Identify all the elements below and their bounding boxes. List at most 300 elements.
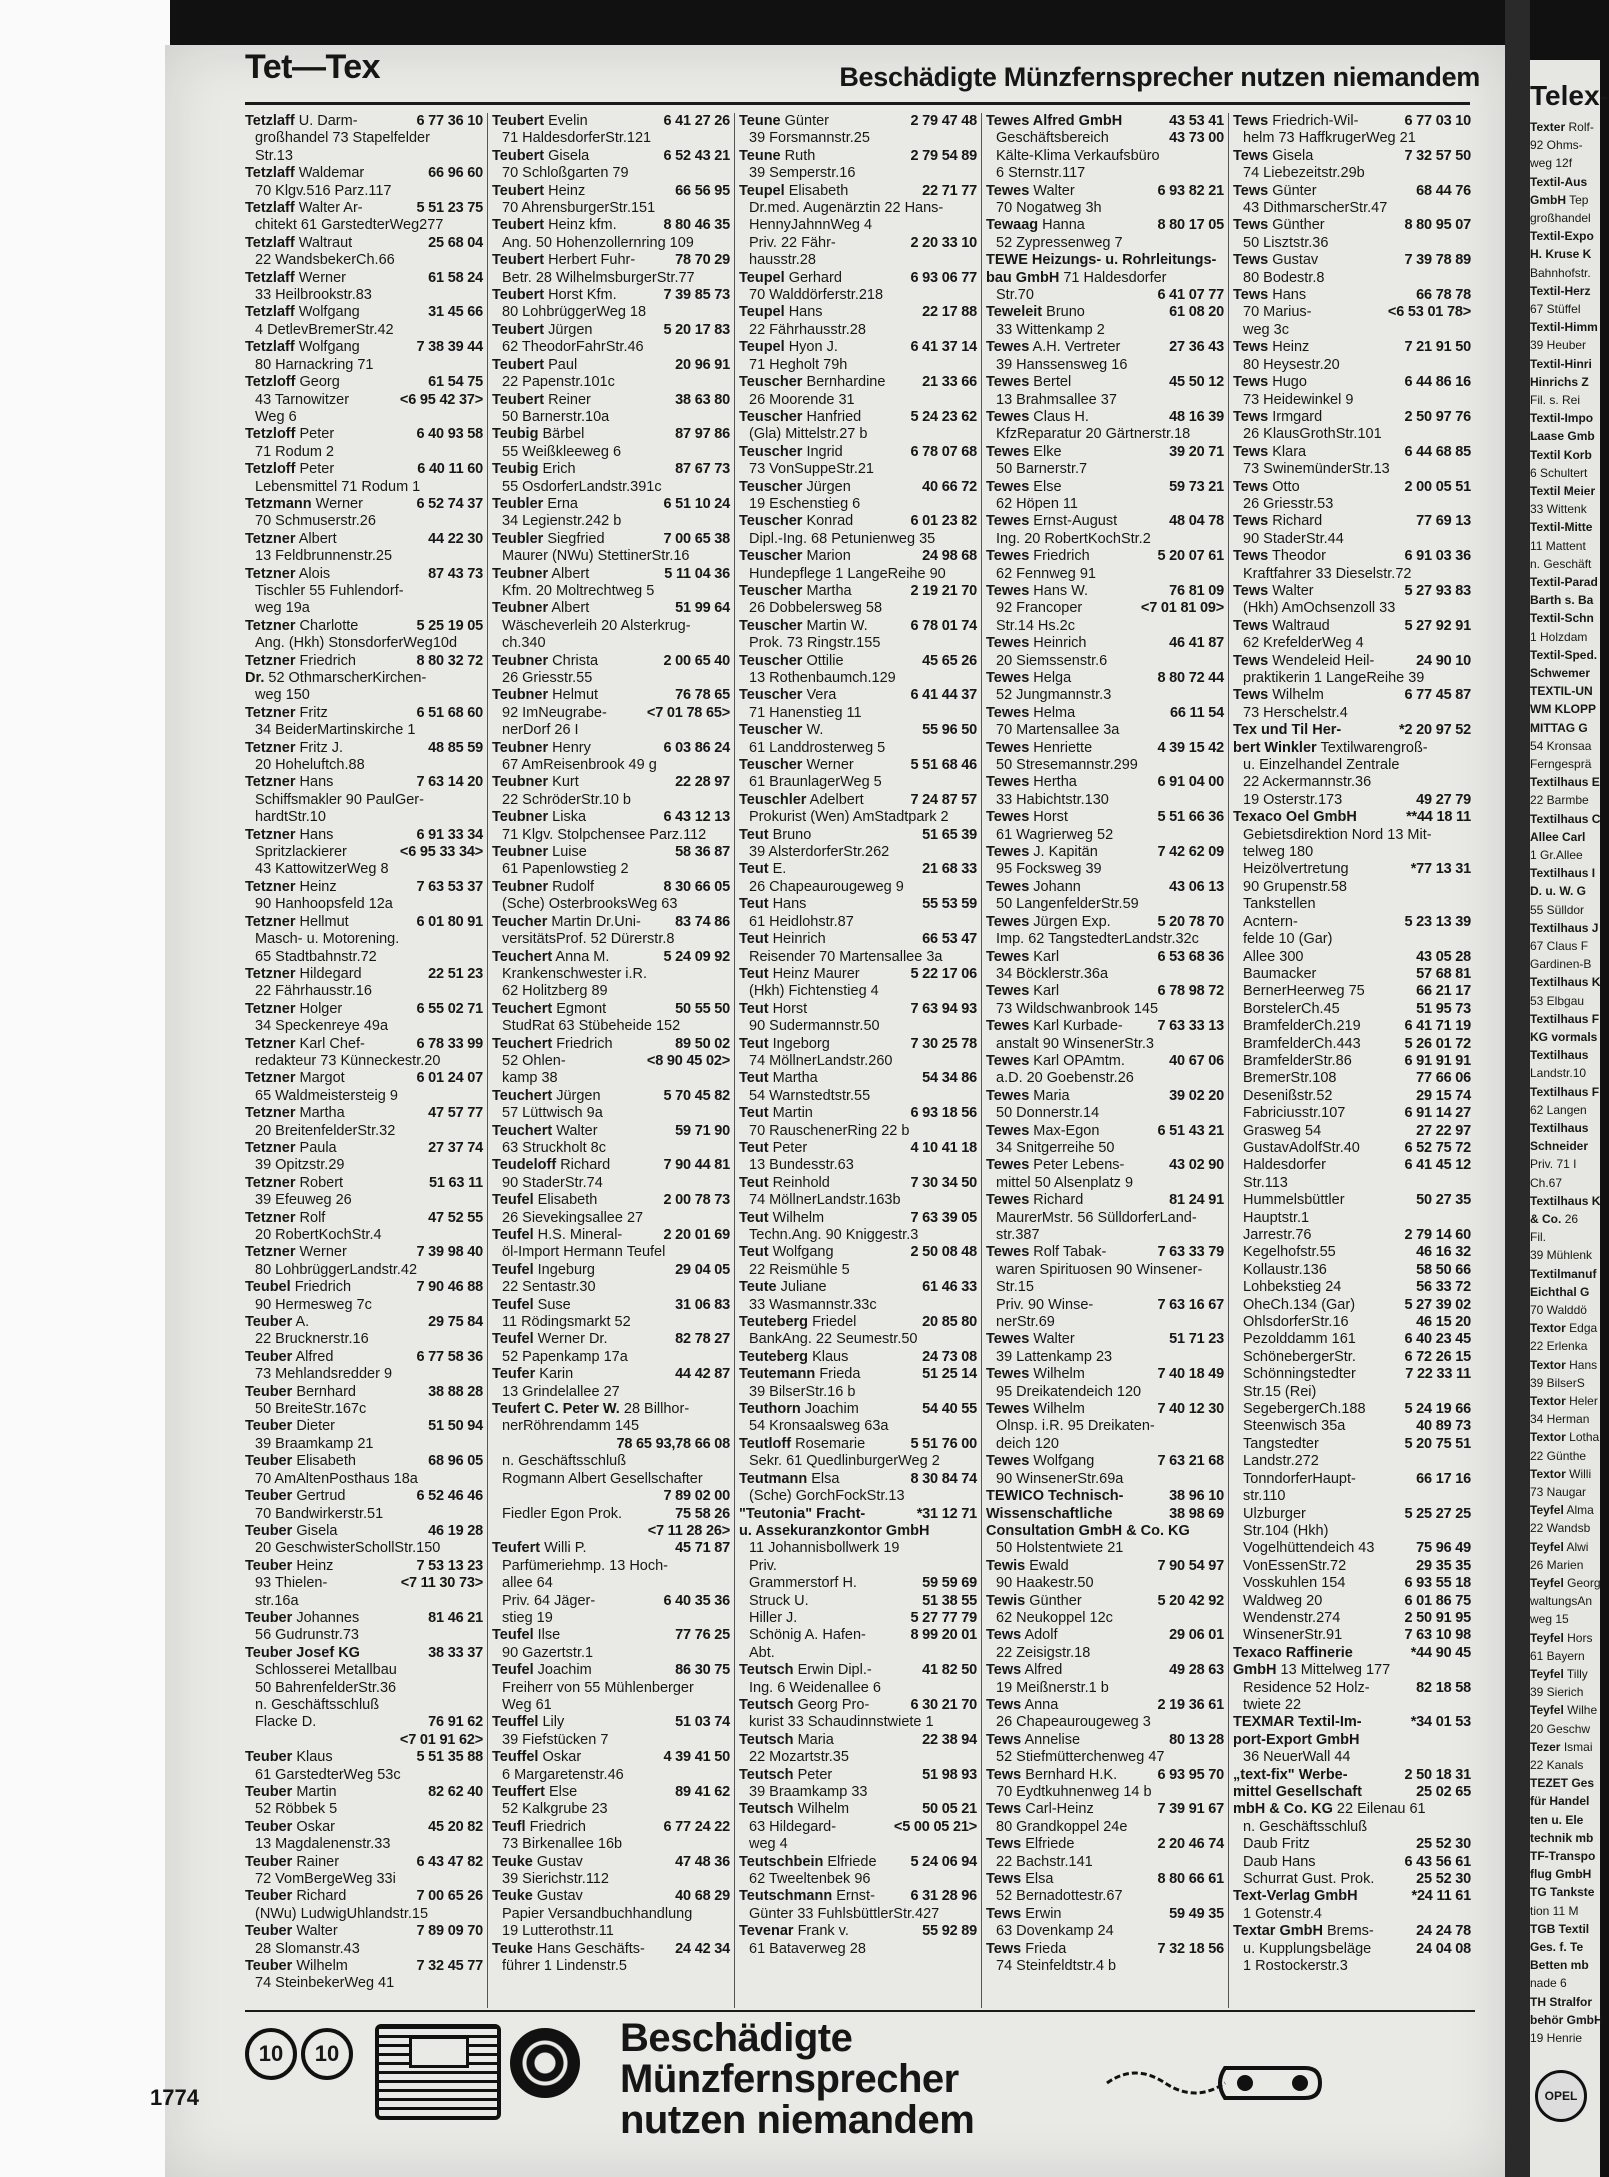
listing-text bbox=[986, 1662, 1165, 1679]
listing-entry bbox=[739, 687, 977, 704]
listing-entry bbox=[492, 1018, 730, 1035]
adjacent-entry-detail: nade 6 bbox=[1530, 1976, 1567, 1991]
listing-detail: Anna bbox=[1024, 1696, 1059, 1713]
listing-text bbox=[986, 1471, 1220, 1488]
listing-detail: Grammerstorf H. bbox=[749, 1575, 857, 1592]
listing-name: Teubert bbox=[492, 182, 545, 199]
listing-phone-number: 6 93 18 56 bbox=[910, 1105, 977, 1122]
listing-text bbox=[245, 548, 479, 565]
listing-entry bbox=[245, 1366, 483, 1383]
listing-text bbox=[492, 1331, 671, 1348]
listing-detail: Bruno bbox=[772, 826, 812, 843]
listing-phone-number: 75 58 26 bbox=[675, 1505, 730, 1522]
listing-name: Teubner bbox=[492, 844, 549, 861]
listing-entry bbox=[1233, 1279, 1471, 1296]
listing-detail: hausstr.28 bbox=[749, 252, 816, 269]
listing-phone-number: 7 63 33 13 bbox=[1157, 1018, 1224, 1035]
listing-detail: 13 Feldbrunnenstr.25 bbox=[255, 548, 393, 565]
listing-text bbox=[986, 1558, 1153, 1575]
listing-name: Tewes bbox=[986, 1157, 1030, 1174]
listing-text bbox=[986, 252, 1220, 269]
listing-detail: a.D. 20 Goebenstr.26 bbox=[996, 1070, 1134, 1087]
listing-entry bbox=[492, 287, 730, 304]
listing-text bbox=[1233, 496, 1467, 513]
listing-text bbox=[245, 1767, 479, 1784]
listing-detail: Irmgard bbox=[1272, 408, 1323, 425]
listing-detail: 22 WandsbekerCh.66 bbox=[255, 252, 395, 269]
listing-entry bbox=[1233, 931, 1471, 948]
listing-name: Texaco Oel GmbH bbox=[1233, 809, 1357, 826]
listing-text bbox=[986, 1593, 1153, 1610]
listing-text bbox=[245, 1923, 412, 1940]
listing-name: Teuchert bbox=[492, 1122, 553, 1139]
listing-entry bbox=[492, 1627, 730, 1644]
listing-detail: Heinz Maurer bbox=[772, 965, 860, 982]
listing-name: Tewes bbox=[986, 1331, 1030, 1348]
listing-phone-number: 45 50 12 bbox=[1169, 374, 1224, 391]
listing-entry bbox=[986, 566, 1224, 583]
listing-detail: 22 Reismühle 5 bbox=[749, 1261, 850, 1278]
listing-phone-number: 6 41 44 37 bbox=[910, 687, 977, 704]
listing-entry bbox=[986, 1488, 1224, 1505]
rotary-dial-icon bbox=[510, 2028, 580, 2098]
listing-entry bbox=[492, 1941, 730, 1958]
listing-name: Teuchert bbox=[492, 1000, 553, 1017]
listing-text bbox=[1233, 566, 1467, 583]
listing-detail: 39 Forsmannstr.25 bbox=[749, 130, 870, 147]
listing-text bbox=[245, 496, 412, 513]
listing-text bbox=[1233, 252, 1400, 269]
listing-detail: 50 Holstentwiete 21 bbox=[996, 1540, 1124, 1557]
listing-phone-number: 6 77 36 10 bbox=[416, 113, 483, 129]
adjacent-entry bbox=[1530, 975, 1600, 989]
listing-text bbox=[1233, 165, 1467, 182]
listing-text bbox=[739, 409, 906, 426]
listing-name: Teufer bbox=[492, 1366, 536, 1383]
listing-entry bbox=[1233, 1314, 1471, 1331]
listing-text bbox=[1233, 1610, 1400, 1627]
listing-entry bbox=[492, 1366, 730, 1383]
listing-text bbox=[986, 1627, 1165, 1644]
listing-text bbox=[986, 757, 1220, 774]
listing-detail: GustavAdolfStr.40 bbox=[1243, 1139, 1360, 1156]
listing-text bbox=[245, 722, 479, 739]
listing-text bbox=[492, 1105, 726, 1122]
listing-entry bbox=[986, 1923, 1224, 1940]
listing-phone-number: 59 71 90 bbox=[675, 1122, 730, 1139]
listing-detail: 67 AmReisenbrook 49 g bbox=[502, 757, 657, 774]
listing-name: Teuber bbox=[245, 1314, 293, 1331]
listing-name: Teubler bbox=[492, 495, 544, 512]
listing-phone-number: 6 40 35 36 bbox=[663, 1592, 730, 1609]
listing-entry bbox=[1233, 1506, 1471, 1523]
listing-detail: 55 OsdorferLandstr.391c bbox=[502, 478, 662, 495]
listing-detail: Daub Fritz bbox=[1243, 1836, 1310, 1853]
listing-name: Teut bbox=[739, 1174, 769, 1191]
listing-text bbox=[1233, 1279, 1412, 1296]
listing-entry bbox=[492, 1036, 730, 1053]
listing-detail: 90 Hermesweg 7c bbox=[255, 1296, 372, 1313]
listing-detail: 93 Thielen- bbox=[255, 1575, 328, 1592]
listing-phone-number: 59 59 69 bbox=[922, 1575, 977, 1592]
listing-detail: 54 Warnstedtstr.55 bbox=[749, 1087, 871, 1104]
listing-detail: Str.15 (Rei) bbox=[1243, 1383, 1317, 1400]
listing-entry bbox=[245, 426, 483, 443]
listing-detail: Günter bbox=[784, 113, 829, 129]
listing-text bbox=[986, 1836, 1153, 1853]
listing-entry bbox=[739, 1767, 977, 1784]
listing-text bbox=[986, 861, 1220, 878]
listing-detail: Holger bbox=[299, 1000, 343, 1017]
listing-text bbox=[986, 409, 1165, 426]
listing-detail: 70 Martensallee 3a bbox=[996, 722, 1120, 739]
listing-name: Tetzner bbox=[245, 739, 296, 756]
listing-entry bbox=[492, 270, 730, 287]
adjacent-entry-name: Teyfel bbox=[1530, 1703, 1564, 1718]
listing-text bbox=[986, 1314, 1220, 1331]
listing-phone-number: 50 55 50 bbox=[675, 1000, 730, 1017]
listing-name: Tewes bbox=[986, 374, 1030, 391]
listing-text bbox=[245, 670, 479, 687]
adjacent-entry-name: Textilhaus bbox=[1530, 1048, 1589, 1063]
adjacent-entry-detail: 34 Herman bbox=[1530, 1412, 1590, 1427]
listing-phone-number: 25 52 30 bbox=[1416, 1836, 1471, 1853]
listing-detail: Jürgen bbox=[806, 478, 851, 495]
adjacent-entry bbox=[1530, 593, 1593, 607]
listing-phone-number: 22 17 88 bbox=[922, 304, 977, 321]
listing-detail: StudRat 63 Stübeheide 152 bbox=[502, 1018, 681, 1035]
listing-text bbox=[739, 705, 973, 722]
listing-entry bbox=[245, 722, 483, 739]
listing-entry bbox=[739, 774, 977, 791]
listing-phone-number: 6 41 07 77 bbox=[1157, 287, 1224, 304]
listing-text bbox=[492, 461, 671, 478]
adjacent-entry bbox=[1530, 1722, 1590, 1736]
listing-entry bbox=[739, 1210, 977, 1227]
listing-entry bbox=[1233, 635, 1471, 652]
listing-detail: A. bbox=[295, 1314, 310, 1331]
adjacent-entry-detail: 33 Wittenk bbox=[1530, 502, 1587, 517]
listing-entry bbox=[245, 1697, 483, 1714]
listing-detail: Juliane bbox=[780, 1279, 827, 1296]
listing-text bbox=[739, 687, 906, 704]
listing-entry bbox=[986, 1244, 1224, 1261]
listing-detail: Wilhelm bbox=[1272, 687, 1324, 704]
listing-text bbox=[492, 548, 726, 565]
listing-name: Tewes bbox=[986, 513, 1030, 530]
adjacent-entry-name: Teyfel bbox=[1530, 1539, 1564, 1554]
listing-detail: BorstelerCh.45 bbox=[1243, 1000, 1340, 1017]
listing-detail: Georg bbox=[299, 374, 340, 391]
listing-entry bbox=[986, 1784, 1224, 1801]
listing-detail: 61 Papenlowstieg 2 bbox=[502, 861, 629, 878]
listing-text bbox=[739, 165, 973, 182]
listing-entry bbox=[739, 1558, 977, 1575]
listing-text bbox=[492, 1471, 726, 1488]
listing-text bbox=[986, 1506, 1165, 1523]
adjacent-entry-name: Textilhaus K bbox=[1530, 975, 1601, 990]
listing-detail: 80 LohbrüggerWeg 18 bbox=[502, 304, 647, 321]
listing-detail: 19 Meißnerstr.1 b bbox=[996, 1679, 1109, 1696]
listing-detail: OhlsdorferStr.16 bbox=[1243, 1314, 1349, 1331]
adjacent-entry-name: Textil Meier bbox=[1530, 484, 1596, 498]
listing-detail: 39 Sierichstr.112 bbox=[502, 1871, 609, 1888]
listing-entry bbox=[245, 1262, 483, 1279]
listing-detail: 62 TheodorFahrStr.46 bbox=[502, 339, 644, 356]
listing-name: Tetzner bbox=[245, 878, 296, 895]
adjacent-entry-name: D. u. W. G bbox=[1530, 884, 1586, 899]
listing-text bbox=[245, 1784, 424, 1801]
adjacent-entry-detail: Heler bbox=[1569, 1394, 1598, 1408]
listing-detail: 62 Höpen 11 bbox=[996, 495, 1078, 512]
listing-detail: Ing. 6 Weidenallee 6 bbox=[749, 1679, 881, 1696]
listing-detail: Martin Dr.Uni- bbox=[551, 913, 641, 930]
listing-text bbox=[492, 1279, 726, 1296]
listing-entry bbox=[492, 1523, 730, 1540]
listing-text bbox=[492, 513, 726, 530]
listing-detail: Prokurist (Wen) AmStadtpark 2 bbox=[749, 809, 949, 826]
listing-phone-number: 6 51 10 24 bbox=[663, 495, 730, 512]
listing-entry bbox=[739, 705, 977, 722]
listing-phone-number: 38 88 28 bbox=[428, 1383, 483, 1400]
listing-text bbox=[986, 1488, 1165, 1505]
adjacent-entry bbox=[1530, 357, 1592, 371]
listing-detail: n. Geschäftsschluß bbox=[255, 1696, 380, 1713]
listing-entry bbox=[492, 1088, 730, 1105]
adjacent-entry-name: Textil-Schn bbox=[1530, 611, 1594, 626]
listing-name: Tewes bbox=[986, 1192, 1030, 1209]
listing-detail: Waltraud bbox=[1272, 617, 1330, 634]
listing-entry bbox=[1233, 496, 1471, 513]
listing-detail: Heinz bbox=[548, 182, 586, 199]
adjacent-entry-name: Textilhaus F bbox=[1530, 1084, 1600, 1099]
listing-entry bbox=[986, 635, 1224, 652]
listing-detail: Gertrud bbox=[296, 1488, 346, 1505]
listing-detail: Hellmut bbox=[299, 913, 349, 930]
listing-text bbox=[739, 1575, 918, 1592]
listing-entry bbox=[492, 1297, 730, 1314]
listing-entry bbox=[986, 1297, 1224, 1314]
listing-text bbox=[1233, 1506, 1400, 1523]
listing-phone-number: 6 41 45 12 bbox=[1404, 1157, 1471, 1174]
listing-detail: Luise bbox=[552, 844, 587, 861]
listing-text bbox=[1233, 374, 1400, 391]
listing-name: Tewes bbox=[986, 548, 1030, 565]
listing-entry bbox=[986, 827, 1224, 844]
listing-text bbox=[1233, 740, 1467, 757]
listing-detail: 52 Bernadottestr.67 bbox=[996, 1888, 1123, 1905]
listing-entry bbox=[739, 1801, 977, 1818]
listing-text bbox=[1233, 1471, 1412, 1488]
listing-text bbox=[739, 1488, 973, 1505]
listing-text bbox=[492, 1175, 726, 1192]
listing-detail: BankAng. 22 Seumestr.50 bbox=[749, 1331, 918, 1348]
listing-detail: 71 Hegholt 79h bbox=[749, 356, 848, 373]
listing-detail: Peter bbox=[772, 1139, 808, 1156]
listing-entry bbox=[986, 1610, 1224, 1627]
listing-detail: Schlosserei Metallbau bbox=[255, 1662, 397, 1679]
listing-text bbox=[492, 357, 671, 374]
listing-entry bbox=[986, 705, 1224, 722]
listing-text bbox=[492, 496, 659, 513]
listing-text bbox=[1233, 1836, 1412, 1853]
listing-phone-number: 5 20 78 70 bbox=[1157, 913, 1224, 930]
listing-entry bbox=[245, 653, 483, 670]
adjacent-entry bbox=[1530, 1285, 1589, 1299]
listing-phone-number: 7 63 53 37 bbox=[416, 878, 483, 895]
listing-phone-number: 81 46 21 bbox=[428, 1609, 483, 1626]
listing-entry bbox=[1233, 426, 1471, 443]
listing-text bbox=[1233, 200, 1467, 217]
listing-text bbox=[1233, 1418, 1412, 1435]
listing-entry bbox=[739, 966, 977, 983]
listing-detail: Karl Kurbade- bbox=[1033, 1018, 1123, 1035]
listing-text bbox=[739, 1036, 906, 1053]
adjacent-entry-detail: 26 bbox=[1564, 1212, 1579, 1226]
listing-detail: 19 Eschenstieg 6 bbox=[749, 495, 861, 512]
listing-text bbox=[986, 1192, 1165, 1209]
listing-text bbox=[1233, 1297, 1400, 1314]
listing-name: Teubert bbox=[492, 252, 545, 269]
listing-text bbox=[739, 130, 973, 147]
listing-phone-number: 80 13 28 bbox=[1169, 1731, 1224, 1748]
column-divider bbox=[734, 113, 735, 2008]
listing-entry bbox=[492, 1105, 730, 1122]
listing-text bbox=[739, 1018, 973, 1035]
listing-text bbox=[739, 1453, 973, 1470]
listing-detail: Hundepflege 1 LangeReihe 90 bbox=[749, 565, 946, 582]
adjacent-entry-name: Textil-Expo bbox=[1530, 229, 1594, 244]
listing-name: Teufl bbox=[492, 1818, 526, 1835]
listing-detail: Gustav bbox=[536, 1888, 583, 1905]
adjacent-entry bbox=[1530, 994, 1584, 1008]
listing-text bbox=[245, 287, 479, 304]
listing-entry bbox=[986, 444, 1224, 461]
listing-text bbox=[739, 1314, 918, 1331]
listing-entry bbox=[986, 1001, 1224, 1018]
adjacent-entry-detail: 55 Sülldor bbox=[1530, 902, 1585, 917]
listing-entry bbox=[1233, 1523, 1471, 1540]
listing-phone-number: 24 24 78 bbox=[1416, 1923, 1471, 1940]
listing-entry bbox=[245, 1401, 483, 1418]
listing-text bbox=[739, 618, 906, 635]
listing-detail: Residence 52 Holz- bbox=[1243, 1679, 1370, 1696]
listing-entry bbox=[492, 618, 730, 635]
listing-entry bbox=[1233, 1819, 1471, 1836]
listing-text bbox=[986, 1906, 1165, 1923]
listing-entry bbox=[1233, 1036, 1471, 1053]
listing-phone-number: 5 24 23 62 bbox=[910, 408, 977, 425]
listing-entry bbox=[1233, 130, 1471, 147]
listing-name: Tewes Alfred GmbH bbox=[986, 113, 1123, 129]
listing-entry bbox=[1233, 479, 1471, 496]
listing-text bbox=[739, 722, 918, 739]
listing-text bbox=[739, 949, 973, 966]
listing-detail: Kegelhofstr.55 bbox=[1243, 1244, 1336, 1261]
listing-detail: Karl OPAmtm. bbox=[1033, 1052, 1125, 1069]
listing-entry bbox=[986, 496, 1224, 513]
adjacent-entry bbox=[1530, 1576, 1601, 1590]
listing-phone-number: 51 63 11 bbox=[428, 1174, 483, 1191]
listing-text bbox=[1233, 1123, 1412, 1140]
listing-detail: 50 Barnerstr.7 bbox=[996, 461, 1088, 478]
listing-entry bbox=[245, 1418, 483, 1435]
listing-entry bbox=[245, 1488, 483, 1505]
listing-text bbox=[245, 1314, 424, 1331]
listing-detail: 70 AhrensburgerStr.151 bbox=[502, 200, 656, 217]
listing-phone-number: 40 67 06 bbox=[1169, 1052, 1224, 1069]
listing-detail: Kollaustr.136 bbox=[1243, 1261, 1327, 1278]
listing-name: Tewes bbox=[986, 878, 1030, 895]
listing-name: Tetzloff bbox=[245, 426, 296, 443]
listing-detail: 70 Eydtkuhnenweg 14 b bbox=[996, 1784, 1152, 1800]
listing-detail: Olnsp. i.R. 95 Dreikaten- bbox=[996, 1418, 1155, 1435]
listing-entry bbox=[1233, 1888, 1471, 1905]
listing-entry bbox=[492, 1471, 730, 1488]
listing-detail: Str.113 bbox=[1243, 1174, 1288, 1191]
listing-phone-number: 5 25 19 05 bbox=[416, 617, 483, 634]
listing-entry bbox=[245, 1088, 483, 1105]
listing-entry bbox=[739, 426, 977, 443]
listing-detail: 26 Sievekingsallee 27 bbox=[502, 1209, 644, 1226]
listing-text bbox=[245, 1697, 479, 1714]
listing-detail: nerRöhrendamm 145 bbox=[502, 1418, 640, 1435]
listing-entry bbox=[739, 809, 977, 826]
listing-name: Teuchert bbox=[492, 1087, 553, 1104]
listing-column-5 bbox=[1233, 113, 1471, 2013]
listing-phone-number: 8 80 95 07 bbox=[1404, 217, 1471, 234]
listing-entry bbox=[245, 165, 483, 182]
listing-phone-number: 2 00 78 73 bbox=[663, 1192, 730, 1209]
listing-entry bbox=[492, 1784, 730, 1801]
listing-entry bbox=[245, 1958, 483, 1975]
adjacent-entry-detail: weg 12f bbox=[1530, 156, 1573, 171]
listing-detail: 22 Brucknerstr.16 bbox=[255, 1331, 369, 1348]
listing-text bbox=[245, 983, 479, 1000]
listing-entry bbox=[986, 148, 1224, 165]
listing-detail: KfzReparatur 20 Gärtnerstr.18 bbox=[996, 426, 1191, 443]
listing-text bbox=[1233, 827, 1467, 844]
listing-detail: 22 Mozartstr.35 bbox=[749, 1749, 849, 1766]
adjacent-entry bbox=[1530, 1958, 1589, 1972]
listing-text bbox=[1233, 1140, 1400, 1157]
listing-entry bbox=[986, 1331, 1224, 1348]
listing-detail: öl-Import Hermann Teufel bbox=[502, 1244, 666, 1261]
listing-text bbox=[1233, 1331, 1400, 1348]
listing-detail: MaurerMstr. 56 SülldorferLand- bbox=[996, 1209, 1197, 1226]
listing-detail: 50 Lisztstr.36 bbox=[1243, 234, 1329, 251]
listing-phone-number: 61 58 24 bbox=[428, 269, 483, 286]
adjacent-entry bbox=[1530, 1540, 1588, 1554]
listing-detail: großhandel 73 Stapelfelder bbox=[255, 130, 430, 147]
listing-phone-number: 78 65 93,78 66 08 bbox=[616, 1435, 730, 1452]
adjacent-entry-detail: Gardinen-B bbox=[1530, 957, 1592, 972]
adjacent-entry bbox=[1530, 1740, 1592, 1754]
listing-name: Tewes bbox=[986, 704, 1030, 721]
listing-entry bbox=[245, 1192, 483, 1209]
listing-entry bbox=[492, 1349, 730, 1366]
listing-detail: 43 KattowitzerWeg 8 bbox=[255, 861, 389, 878]
listing-text bbox=[986, 1244, 1153, 1261]
adjacent-entry bbox=[1530, 484, 1595, 498]
listing-entry bbox=[1233, 392, 1471, 409]
adjacent-entry bbox=[1530, 1267, 1596, 1281]
listing-text bbox=[1233, 1593, 1400, 1610]
listing-detail: weg 4 bbox=[749, 1836, 788, 1853]
listing-phone-number: 47 52 55 bbox=[428, 1209, 483, 1226]
listing-text bbox=[492, 1210, 726, 1227]
listing-entry bbox=[739, 548, 977, 565]
